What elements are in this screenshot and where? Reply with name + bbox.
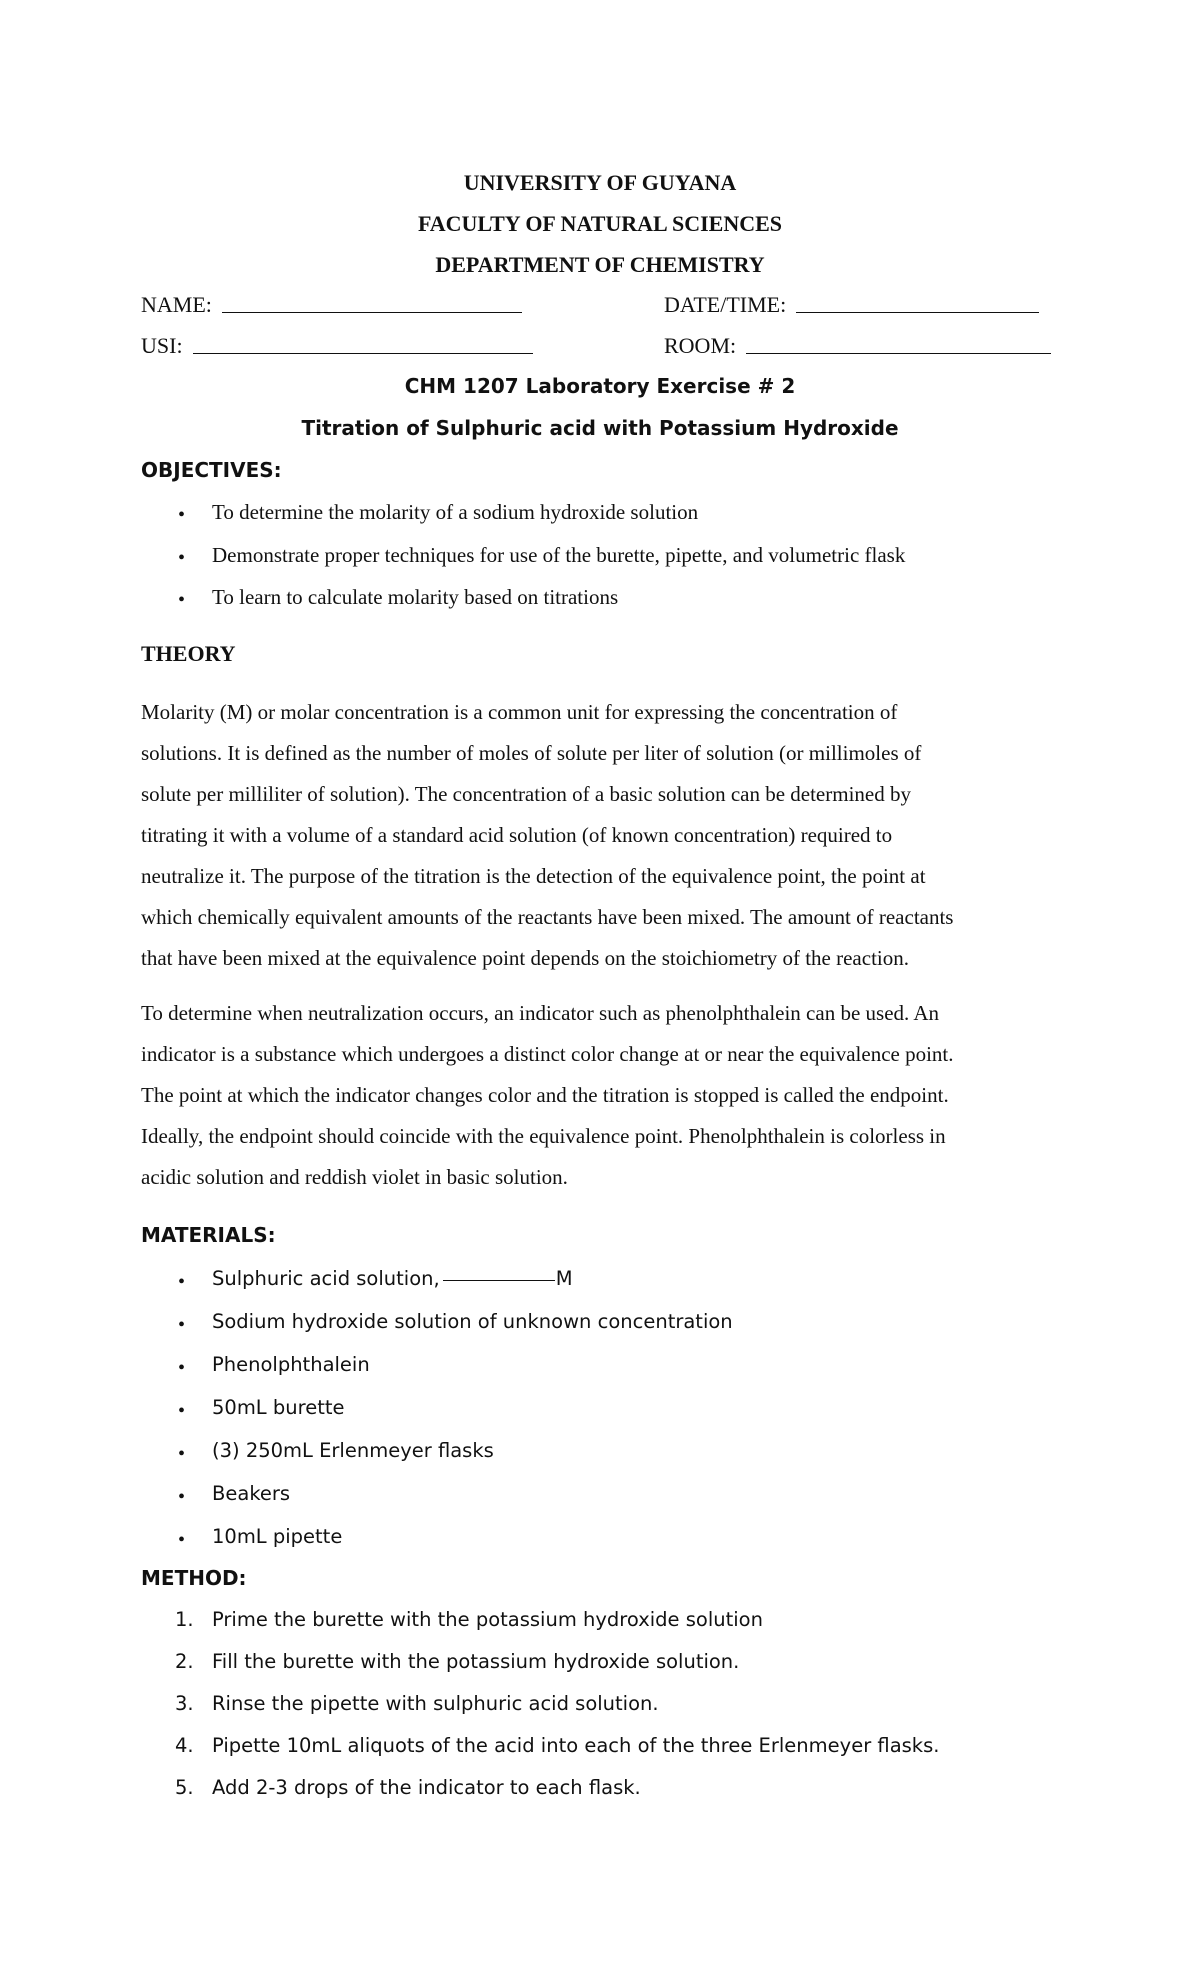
usi-label: USI: xyxy=(141,333,183,358)
materials-heading: MATERIALS: xyxy=(141,1223,276,1247)
bullet: • xyxy=(178,1271,186,1293)
department-name: DEPARTMENT OF CHEMISTRY xyxy=(435,252,765,277)
bullet: • xyxy=(178,1357,186,1379)
bullet: • xyxy=(178,1486,186,1508)
method-heading: METHOD: xyxy=(141,1566,247,1590)
bullet: • xyxy=(178,589,186,611)
room-label: ROOM: xyxy=(664,333,737,358)
datetime-field xyxy=(664,292,1039,318)
theory-paragraph-line: that have been mixed at the equivalence point depends on the stoichiometry of the reaction. xyxy=(141,946,909,970)
theory-paragraph-line: neutralize it. The purpose of the titration is the detection of the equivalence point, the point at xyxy=(141,864,926,888)
theory-heading: THEORY xyxy=(141,641,236,666)
bullet: • xyxy=(178,1443,186,1465)
theory-paragraph-line: indicator is a substance which undergoes a distinct color change at or near the equivalence point. xyxy=(141,1042,954,1066)
objective-item: Demonstrate proper techniques for use of the burette, pipette, and volumetric flask xyxy=(212,543,906,567)
theory-paragraph-line: Ideally, the endpoint should coincide with the equivalence point. Phenolphthalein is colorless in xyxy=(141,1124,946,1148)
name-label: NAME: xyxy=(141,292,212,317)
material-item: Phenolphthalein xyxy=(212,1353,370,1376)
method-step: Add 2-3 drops of the indicator to each flask. xyxy=(212,1776,641,1799)
molarity-unit: M xyxy=(555,1267,573,1290)
theory-paragraph-line: acidic solution and reddish violet in basic solution. xyxy=(141,1165,568,1189)
theory-paragraph-line: To determine when neutralization occurs, an indicator such as phenolphthalein can be used. An xyxy=(141,1001,940,1025)
material-item: Sodium hydroxide solution of unknown concentration xyxy=(212,1310,733,1333)
method-step: Prime the burette with the potassium hydroxide solution xyxy=(212,1608,763,1631)
step-number: 3. xyxy=(175,1692,194,1715)
material-item-text: Sulphuric acid solution, xyxy=(212,1267,440,1290)
material-item: Beakers xyxy=(212,1482,291,1505)
datetime-blank-line xyxy=(796,312,1039,313)
theory-paragraph-line: Molarity (M) or molar concentration is a common unit for expressing the concentration of xyxy=(141,700,898,724)
method-step: Pipette 10mL aliquots of the acid into each of the three Erlenmeyer flasks. xyxy=(212,1734,940,1757)
room-blank-line xyxy=(746,353,1051,354)
method-step: Rinse the pipette with sulphuric acid solution. xyxy=(212,1692,659,1715)
theory-paragraph-line: which chemically equivalent amounts of the reactants have been mixed. The amount of reactants xyxy=(141,905,954,929)
objective-item: To determine the molarity of a sodium hydroxide solution xyxy=(212,500,699,524)
step-number: 5. xyxy=(175,1776,194,1799)
objective-item: To learn to calculate molarity based on titrations xyxy=(212,585,619,609)
usi-field xyxy=(141,333,533,359)
faculty-name: FACULTY OF NATURAL SCIENCES xyxy=(417,211,783,236)
name-field xyxy=(141,292,522,318)
concentration-blank-line xyxy=(443,1280,555,1281)
step-number: 4. xyxy=(175,1734,194,1757)
bullet: • xyxy=(178,1314,186,1336)
theory-paragraph-line: titrating it with a volume of a standard acid solution (of known concentration) required to xyxy=(141,823,893,847)
exercise-subtitle: Titration of Sulphuric acid with Potassium Hydroxide xyxy=(301,416,899,440)
step-number: 1. xyxy=(175,1608,194,1631)
theory-paragraph-line: solute per milliliter of solution). The concentration of a basic solution can be determined by xyxy=(141,782,911,806)
method-step: Fill the burette with the potassium hydroxide solution. xyxy=(212,1650,740,1673)
bullet: • xyxy=(178,547,186,569)
theory-paragraph-line: The point at which the indicator changes color and the titration is stopped is called the endpoint. xyxy=(141,1083,949,1107)
material-item: 50mL burette xyxy=(212,1396,345,1419)
name-blank-line xyxy=(222,312,522,313)
bullet: • xyxy=(178,1400,186,1422)
datetime-label: DATE/TIME: xyxy=(664,292,787,317)
material-item: (3) 250mL Erlenmeyer flasks xyxy=(212,1439,494,1462)
bullet: • xyxy=(178,1529,186,1551)
theory-paragraph-line: solutions. It is defined as the number of moles of solute per liter of solution (or millimoles of xyxy=(141,741,922,765)
objectives-heading: OBJECTIVES: xyxy=(141,458,282,482)
material-item xyxy=(212,1267,573,1290)
exercise-title: CHM 1207 Laboratory Exercise # 2 xyxy=(404,374,796,398)
usi-blank-line xyxy=(193,353,533,354)
material-item: 10mL pipette xyxy=(212,1525,343,1548)
bullet: • xyxy=(178,504,186,526)
university-name: UNIVERSITY OF GUYANA xyxy=(463,170,737,195)
room-field xyxy=(664,333,1051,359)
step-number: 2. xyxy=(175,1650,194,1673)
